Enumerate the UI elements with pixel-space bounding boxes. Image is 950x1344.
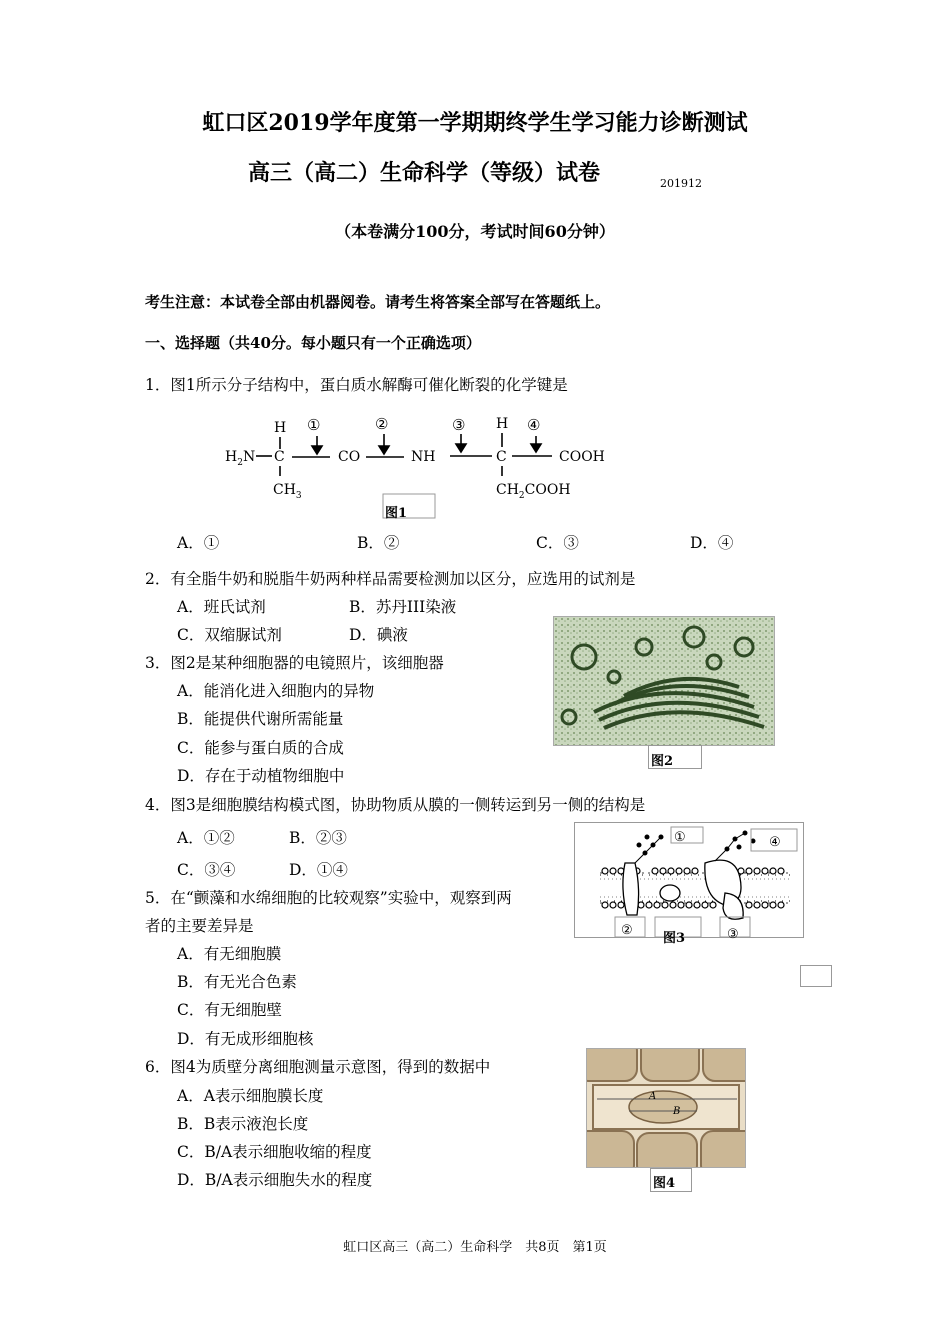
membrane-marker-1: ① bbox=[674, 830, 686, 845]
molecule-bonds bbox=[0, 0, 950, 540]
q4-option-c[interactable]: C．③④ bbox=[177, 861, 236, 879]
group-cooh: COOH bbox=[559, 449, 605, 465]
page-footer: 虹口区高三（高二）生命科学 共8页 第1页 bbox=[343, 1240, 607, 1255]
group-nh: NH bbox=[411, 449, 436, 465]
q5-option-b[interactable]: B．有无光合色素 bbox=[177, 973, 297, 991]
exam-title-line1: 虹口区2019学年度第一学期期终学生学习能力诊断测试 bbox=[202, 110, 748, 136]
q2-option-b[interactable]: B．苏丹III染液 bbox=[349, 598, 457, 616]
group-ch2cooh: $CH_2COOH$ bbox=[496, 482, 571, 501]
figure-4-plasmolysis bbox=[586, 1048, 746, 1168]
q6-option-b[interactable]: B．B表示液泡长度 bbox=[177, 1115, 309, 1133]
measure-b-label: B bbox=[673, 1106, 681, 1117]
q3-option-b[interactable]: B．能提供代谢所需能量 bbox=[177, 710, 344, 728]
q1-option-d[interactable]: D．④ bbox=[690, 534, 734, 552]
empty-box bbox=[800, 965, 832, 987]
date-code: 201912 bbox=[660, 177, 702, 190]
atom-h-right: H bbox=[496, 416, 509, 432]
question-5-stem-line2: 者的主要差异是 bbox=[145, 917, 254, 935]
atom-c-alpha-2: C bbox=[496, 449, 507, 465]
bond-marker-3: ③ bbox=[452, 416, 466, 434]
atom-h-left: H bbox=[274, 420, 287, 436]
question-2-stem: 2．有全脂牛奶和脱脂牛奶两种样品需要检测加以区分，应选用的试剂是 bbox=[145, 570, 636, 588]
bond-marker-1: ① bbox=[307, 416, 321, 434]
question-6-stem: 6．图4为质壁分离细胞测量示意图，得到的数据中 bbox=[145, 1058, 491, 1076]
q5-option-c[interactable]: C．有无细胞壁 bbox=[177, 1001, 282, 1019]
notice: 考生注意：本试卷全部由机器阅卷。请考生将答案全部写在答题纸上。 bbox=[145, 293, 611, 311]
q4-option-d[interactable]: D．①④ bbox=[289, 861, 348, 879]
q2-option-d[interactable]: D．碘液 bbox=[349, 626, 408, 644]
q3-option-c[interactable]: C．能参与蛋白质的合成 bbox=[177, 739, 344, 757]
q4-option-a[interactable]: A．①② bbox=[177, 829, 235, 847]
exam-subtitle: （本卷满分100分，考试时间60分钟） bbox=[335, 222, 615, 241]
figure-4-label: 图4 bbox=[653, 1176, 676, 1191]
q3-option-d[interactable]: D．存在于动植物细胞中 bbox=[177, 767, 345, 785]
membrane-marker-3: ③ bbox=[727, 927, 739, 942]
figure-2-micrograph bbox=[553, 616, 775, 746]
golgi-image bbox=[554, 617, 774, 745]
question-3-stem: 3．图2是某种细胞器的电镜照片，该细胞器 bbox=[145, 654, 444, 672]
figure-3-label: 图3 bbox=[663, 931, 686, 946]
group-co: CO bbox=[338, 449, 361, 465]
figure-2-label: 图2 bbox=[651, 754, 674, 769]
q6-option-d[interactable]: D．B/A表示细胞失水的程度 bbox=[177, 1171, 373, 1189]
q4-option-b[interactable]: B．②③ bbox=[289, 829, 347, 847]
figure-1-label-box bbox=[383, 494, 435, 518]
figure-1-label: 图1 bbox=[385, 506, 408, 521]
exam-title-line2: 高三（高二）生命科学（等级）试卷 bbox=[248, 160, 601, 186]
q1-option-b[interactable]: B．② bbox=[357, 534, 400, 552]
q2-option-a[interactable]: A．班氏试剂 bbox=[177, 598, 266, 616]
q5-option-a[interactable]: A．有无细胞膜 bbox=[177, 945, 282, 963]
q3-option-a[interactable]: A．能消化进入细胞内的异物 bbox=[177, 682, 375, 700]
group-h2n: $H_2N$ bbox=[225, 449, 256, 468]
question-1-stem: 1．图1所示分子结构中，蛋白质水解酶可催化断裂的化学键是 bbox=[145, 376, 568, 394]
group-ch3: $CH_3$ bbox=[273, 482, 302, 501]
measure-a-label: A bbox=[649, 1091, 657, 1102]
q6-option-c[interactable]: C．B/A表示细胞收缩的程度 bbox=[177, 1143, 372, 1161]
section-heading: 一、选择题（共40分。每小题只有一个正确选项） bbox=[145, 334, 481, 352]
membrane-marker-2: ② bbox=[621, 923, 633, 938]
channel-protein bbox=[623, 863, 639, 915]
bond-marker-2: ② bbox=[375, 415, 389, 433]
figure-3-membrane bbox=[574, 822, 804, 946]
q6-option-a[interactable]: A．A表示细胞膜长度 bbox=[177, 1087, 324, 1105]
q1-option-a[interactable]: A．① bbox=[177, 534, 220, 552]
q1-option-c[interactable]: C．③ bbox=[536, 534, 579, 552]
question-5-stem-line1: 5．在“颤藻和水绵细胞的比较观察”实验中，观察到两 bbox=[145, 889, 512, 907]
membrane-marker-4: ④ bbox=[769, 835, 781, 850]
bond-marker-4: ④ bbox=[527, 416, 541, 434]
question-4-stem: 4．图3是细胞膜结构模式图，协助物质从膜的一侧转运到另一侧的结构是 bbox=[145, 796, 646, 814]
q5-option-d[interactable]: D．有无成形细胞核 bbox=[177, 1030, 314, 1048]
q2-option-c[interactable]: C．双缩脲试剂 bbox=[177, 626, 282, 644]
atom-c-alpha-1: C bbox=[274, 449, 285, 465]
plasmolysis-image bbox=[587, 1049, 745, 1167]
